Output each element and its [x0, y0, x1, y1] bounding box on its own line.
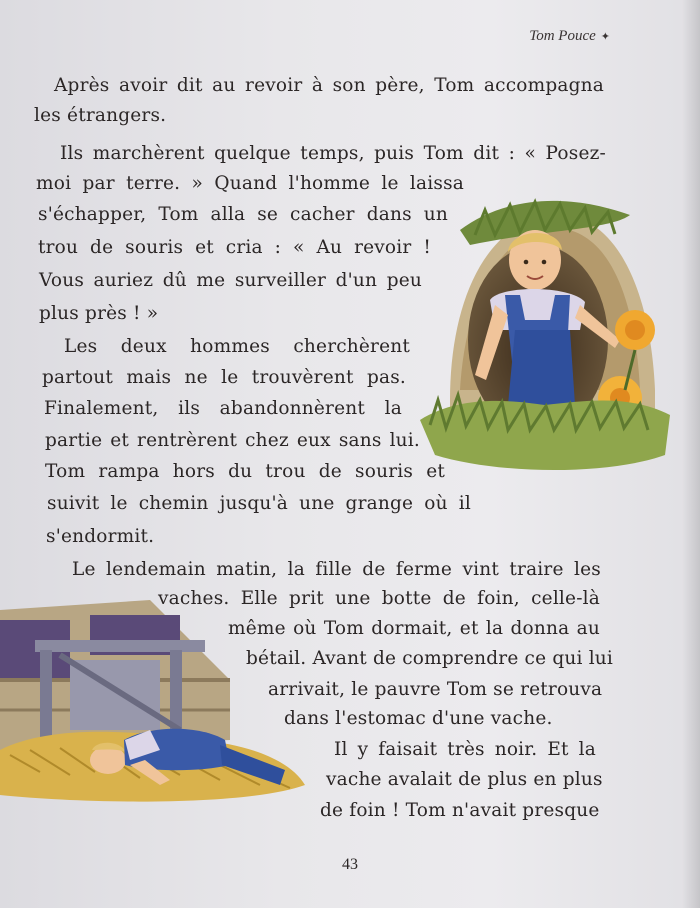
text-line: moi par terre. » Quand l'homme le laissa: [36, 173, 464, 194]
text-line: s'échapper, Tom alla se cacher dans un: [38, 204, 448, 225]
page-gutter-shadow: [682, 0, 700, 908]
text-line: de foin ! Tom n'avait presque: [320, 800, 600, 821]
text-line: suivit le chemin jusqu'à une grange où il: [47, 493, 471, 514]
text-line: Finalement, ils abandonnèrent la: [44, 398, 402, 419]
text-line: Après avoir dit au revoir à son père, Tom accompagna: [54, 75, 604, 96]
text-line: vaches. Elle prit une botte de foin, celle-là: [158, 588, 600, 609]
text-line: Tom rampa hors du trou de souris et: [45, 461, 445, 482]
text-line: vache avalait de plus en plus: [326, 769, 603, 790]
text-line: s'endormit.: [46, 526, 155, 547]
text-line: les étrangers.: [34, 105, 167, 126]
text-line: bétail. Avant de comprendre ce qui lui: [246, 648, 614, 669]
text-line: arrivait, le pauvre Tom se retrouva: [268, 679, 603, 700]
text-line: partout mais ne le trouvèrent pas.: [42, 367, 406, 388]
text-line: Il y faisait très noir. Et la: [334, 739, 596, 760]
running-header: [529, 28, 610, 45]
text-line: Les deux hommes cherchèrent: [64, 336, 410, 357]
ornament-icon: ✦: [600, 31, 610, 43]
page-number: 43: [342, 856, 358, 873]
text-line: plus près ! »: [39, 303, 159, 324]
text-line: trou de souris et cria : « Au revoir !: [38, 237, 431, 258]
text-line: partie et rentrèrent chez eux sans lui.: [45, 430, 420, 451]
text-line: même où Tom dormait, et la donna au: [228, 618, 600, 639]
text-line: Vous auriez dû me surveiller d'un peu: [39, 270, 422, 291]
running-title: Tom Pouce: [529, 28, 596, 44]
text-line: Ils marchèrent quelque temps, puis Tom dit : « Posez-: [60, 143, 606, 164]
text-line: Le lendemain matin, la fille de ferme vint traire les: [72, 559, 601, 580]
text-line: dans l'estomac d'une vache.: [284, 708, 553, 729]
illustration-mouse-hole: [420, 190, 670, 480]
